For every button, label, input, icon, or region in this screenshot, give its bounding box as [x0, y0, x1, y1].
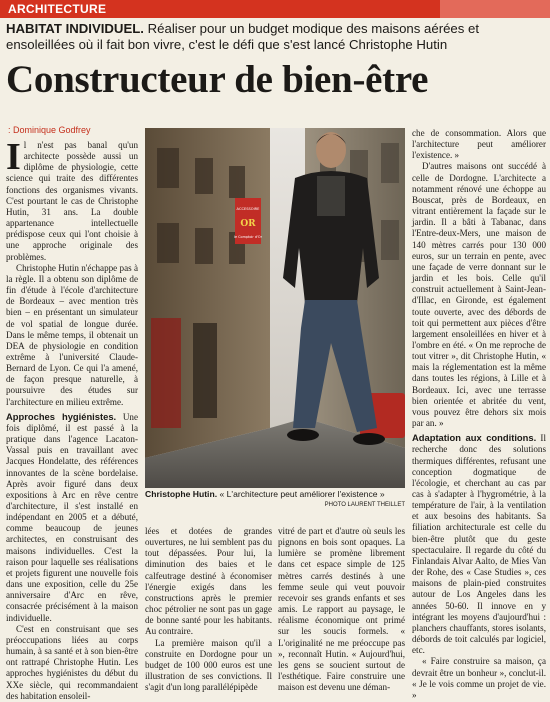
paragraph: C'est en construisant que ses préoccupations liées au corps humain, à sa santé et à son bien-être ont rattrapé Christophe Hutin. Les approches hygiénistes du début du XXe siècle, qui recommandaient des habitation ensoleil- — [6, 623, 138, 701]
paragraph: D'autres maisons ont succédé à celle de Dordogne. L'architecte a notamment rénové une échoppe au Bouscat, près de Bordeaux, en vitrant entièrement la façade sur le jardin. Il a bâti à Tabanac, dans l'Entre-deux-Mers, une maison de 140 mètres carrés pour 130 000 euros, sur un terrain en pente, avec une façade de verre donnant sur le jardin et les bois. Celle qu'il construit actuellement à Saint-Jean-d'Illac, en Gironde, est également toute ouverte, avec des débords de toit qui permettent aux pièces d'être largement ensoleillées en hiver et à l'ombre en été. « On me reproche de tout vitrer », dit Christophe Hutin, « mais la réglementation est la même dans toutes les régions, à Lille et à Bordeaux. Ici, avec une terrasse bien orientée et abritée du vent, vous pouvez être dehors six mois par an. » — [412, 161, 546, 429]
section-rubric-label: ARCHITECTURE — [8, 2, 107, 16]
text-column-4 — [412, 128, 546, 701]
article-byline: : Dominique Godfrey — [8, 125, 91, 135]
paragraph: La première maison qu'il a construite en Dordogne pour un budget de 100 000 euros est une illustration de ses convictions. Il s'agit d'un long parallélépipède — [145, 637, 272, 693]
paragraph-text: Il recherche donc des solutions thermiques différentes, refusant une conception dogmatique de l'écologie, et cherchant au cas par cas à s'adapter à l'hygrométrie, à la température de l'air, à la ventilation et aux besoins des habitants. Sa filiation architecturale est celle du bien-être plutôt que du geste spectaculaire. Il regarde du côté du Finlandais Alvar Aalto, de Mies Van der Rohe, des « Case Studies », ces maisons de plain-pied construites autour de Los Angeles dans les années 50-60. Il innove en y intégrant les moyens d'aujourd'hui : planchers chauffants, stores isolants, débords de toit calculés par logiciel, etc. — [412, 433, 546, 656]
kicker-text: Réaliser pour un budget modique des maisons aérées et ensoleillées où il fait bon vivre, c'est le défi que s'est lancé Christophe Hutin — [6, 21, 480, 52]
photo-caption — [145, 489, 405, 500]
text-column-2 — [145, 526, 272, 693]
caption-name: Christophe Hutin. — [145, 489, 218, 499]
article-kicker — [6, 21, 546, 53]
photo-credit: PHOTO LAURENT THEILLET — [324, 502, 405, 508]
paragraph: l n'est pas banal qu'un architecte possède aussi un diplôme de physiologie, cette science qui traite des différentes fonctions des organismes vivants. C'est pourtant le cas de Christophe Hutin, 31 ans. La double appartenance intellectuelle prédispose ceux qui l'ont choisie à une approche originale des problèmes. — [6, 140, 138, 262]
text-column-3 — [278, 526, 405, 693]
article-headline: Constructeur de bien-être — [6, 58, 429, 101]
shop-sign-line2: OR — [240, 219, 256, 229]
shop-sign-line3: le Comptoir d'Or — [234, 235, 262, 239]
paragraph-text: Une fois diplômé, il est passé à la pratique dans l'agence Lacaton-Vassal puis en travaillant avec Jacques Hondelatte, des références innovantes de la scène bordelaise. Après avoir figuré dans deux expositions à Arc en rêve centre d'architecture, il s'est installé en indépendant en 2005 et a débuté, comme beaucoup de jeunes architectes, en construisant des maisons individuelles. C'est la raison pour laquelle ses réalisations et projets figurent une nouvelle fois dans une exposition, celle du 25e anniversaire d'Arc en rêve, consacrée précisément à la maison individuelle. — [6, 411, 138, 623]
paragraph: vitré de part et d'autre où seuls les pignons en bois sont opaques. La lumière se promène librement dans cet espace simple de 125 mètres carrés destinés à une femme seule qui veut pouvoir recevoir ses grands enfants et ses amis. Le rapport au paysage, le réalisme économique ont primé sur les soucis formels. « L'originalité ne me préoccupe pas », reconnaît Hutin. « Aujourd'hui, les gens se soucient surtout de l'esthétique. Faire construire une maison est devenu une déman- — [278, 526, 405, 693]
article-photo — [145, 128, 405, 488]
section-rubric — [0, 0, 550, 18]
portrait-image — [145, 128, 405, 488]
subheading: Approches hygiénistes. — [6, 410, 117, 422]
paragraph: Christophe Hutin n'échappe pas à la règle. Il a obtenu son diplôme de fin d'étude à l'école d'architecture de Bordeaux – avec mention très bien – en présentant un simulateur de vol spatial de longue durée. Dans le même temps, il obtenait un DEA de physiologie en condition extrême à l'université Claude-Bernard de Lyon. Ce qui l'a amené, de façon presque naturelle, à poursuivre des études sur l'architecture en milieu extrême. — [6, 262, 138, 407]
kicker-label: HABITAT INDIVIDUEL. — [6, 21, 144, 36]
paragraph: « Faire construire sa maison, ça devrait être un bonheur », conclut-il. « Je le vois comme un projet de vie. » — [412, 656, 546, 700]
text-column-1 — [6, 136, 138, 702]
caption-text: « L'architecture peut améliorer l'existence » — [217, 489, 385, 499]
subheading: Adaptation aux conditions. — [412, 432, 537, 444]
drop-cap: I — [6, 136, 21, 178]
paragraph: lées et dotées de grandes ouvertures, ne lui semblent pas du tout dépassées. Pour lui, la diminution des baies et le calfeutrage destiné à économiser l'énergie exigés dans les constructions après le premier choc pétrolier ne sont pas un gage de bonne santé pour les habitants. Au contraire. — [145, 526, 272, 637]
paragraph: che de consommation. Alors que l'architecture peut améliorer l'existence. » — [412, 128, 546, 161]
shop-sign-line1: ACCESSOIRE — [236, 207, 260, 211]
